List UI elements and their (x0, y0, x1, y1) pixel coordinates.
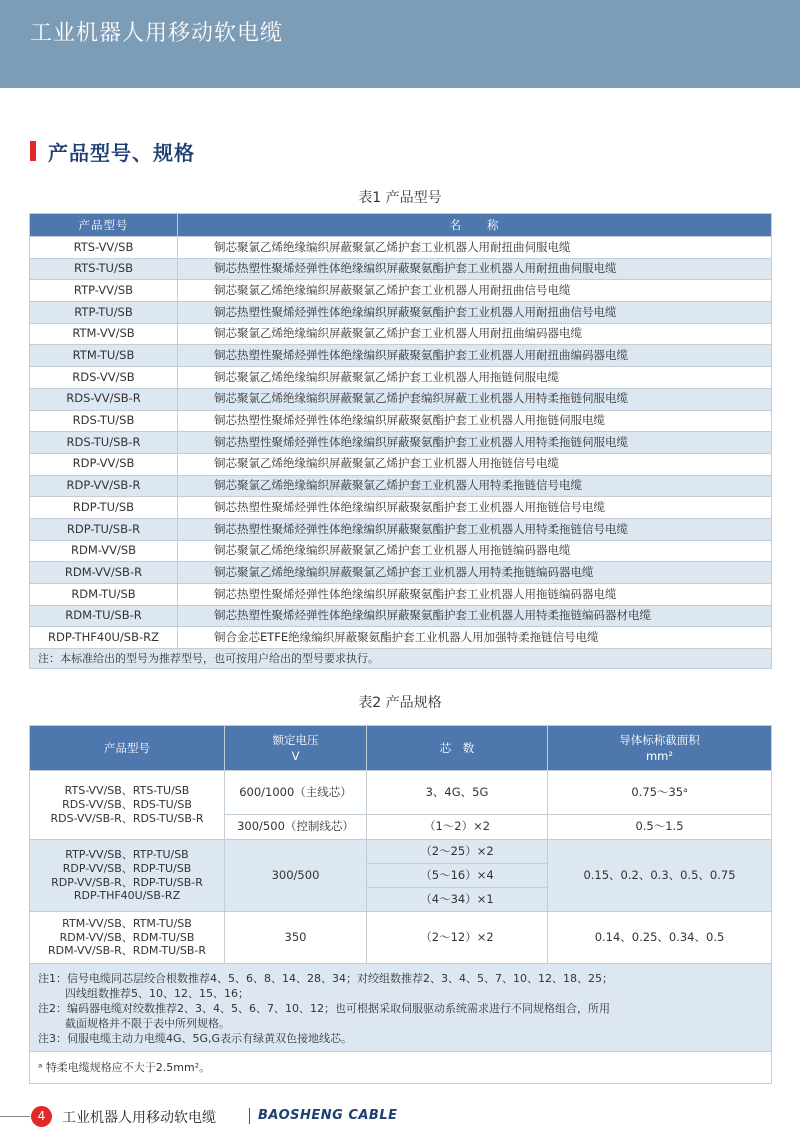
name-cell: 铜芯热塑性聚烯烃弹性体绝缘编织屏蔽聚氨酯护套工业机器人用拖链伺服电缆 (178, 410, 772, 432)
voltage-cell: 300/500（控制线芯） (225, 815, 367, 840)
model-cell: RDS-VV/SB-R (30, 388, 178, 410)
cores-cell: 3、4G、5G (367, 771, 548, 815)
table-row (30, 323, 772, 345)
footer-divider (249, 1108, 250, 1124)
column-header-cores: 芯 数 (367, 726, 548, 771)
name-cell: 铜芯热塑性聚烯烃弹性体绝缘编织屏蔽聚氨酯护套工业机器人用特柔拖链编码器材电缆 (178, 605, 772, 627)
cores-cell: （2～25）×2 (367, 840, 548, 864)
cores-cell: （1～2）×2 (367, 815, 548, 840)
page-number: 4 (31, 1106, 52, 1127)
column-header-voltage: 额定电压 V (225, 726, 367, 771)
table-row (30, 453, 772, 475)
table-row (30, 562, 772, 584)
name-cell: 铜芯聚氯乙烯绝缘编织屏蔽聚氯乙烯护套工业机器人用拖链伺服电缆 (178, 367, 772, 389)
name-cell: 铜芯热塑性聚烯烃弹性体绝缘编织屏蔽聚氨酯护套工业机器人用特柔拖链伺服电缆 (178, 432, 772, 454)
name-cell: 铜芯聚氯乙烯绝缘编织屏蔽聚氯乙烯护套工业机器人用耐扭曲信号电缆 (178, 280, 772, 302)
note-3: 注3：伺服电缆主动力电缆4G、5G,G表示有绿黄双色接地线芯。 (38, 1032, 353, 1045)
table-row (30, 410, 772, 432)
column-header-model: 产品型号 (30, 214, 178, 237)
column-header-name: 名 称 (178, 214, 772, 237)
table-row (30, 345, 772, 367)
cores-cell: （2～12）×2 (367, 912, 548, 964)
model-group-2: RTP-VV/SB、RTP-TU/SB RDP-VV/SB、RDP-TU/SB RDP-VV/SB-R、RDP-TU/SB-R RDP-THF40U/SB-RZ (30, 840, 225, 912)
table-row (30, 475, 772, 497)
table-row (30, 258, 772, 280)
model-group-3: RTM-VV/SB、RTM-TU/SB RDM-VV/SB、RDM-TU/SB RDM-VV/SB-R、RDM-TU/SB-R (30, 912, 225, 964)
model-group-1: RTS-VV/SB、RTS-TU/SB RDS-VV/SB、RDS-TU/SB RDS-VV/SB-R、RDS-TU/SB-R (30, 771, 225, 840)
section-title: 产品型号、规格 (48, 140, 195, 165)
product-model-table (29, 213, 772, 669)
name-cell: 铜芯热塑性聚烯烃弹性体绝缘编织屏蔽聚氨酯护套工业机器人用特柔拖链信号电缆 (178, 518, 772, 540)
footer-title: 工业机器人用移动软电缆 (62, 1110, 216, 1126)
table-row (30, 388, 772, 410)
note-1a: 注1：信号电缆同芯层绞合根数推荐4、5、6、8、14、28、34；对绞组数推荐2、3、4、5、7、10、12、18、25； (38, 972, 613, 985)
table-row (30, 605, 772, 627)
cores-cell: （4～34）×1 (367, 888, 548, 912)
model-cell: RDP-TU/SB (30, 497, 178, 519)
product-spec-table (29, 725, 772, 1084)
voltage-cell: 300/500 (225, 840, 367, 912)
table-row (30, 237, 772, 259)
name-cell: 铜芯热塑性聚烯烃弹性体绝缘编织屏蔽聚氨酯护套工业机器人用耐扭曲编码器电缆 (178, 345, 772, 367)
name-cell: 铜芯热塑性聚烯烃弹性体绝缘编织屏蔽聚氨酯护套工业机器人用耐扭曲信号电缆 (178, 302, 772, 324)
model-cell: RDM-VV/SB-R (30, 562, 178, 584)
table-row (30, 584, 772, 606)
column-header-model: 产品型号 (30, 726, 225, 771)
model-cell: RDP-VV/SB (30, 453, 178, 475)
name-cell: 铜芯聚氯乙烯绝缘编织屏蔽聚氯乙烯护套工业机器人用拖链信号电缆 (178, 453, 772, 475)
note-1b: 四线组数推荐5、10、12、15、16； (65, 987, 249, 1000)
model-cell: RDM-TU/SB-R (30, 605, 178, 627)
footer-rule (0, 1116, 30, 1117)
section-cell: 0.14、0.25、0.34、0.5 (548, 912, 772, 964)
table-row (30, 432, 772, 454)
model-cell: RDP-VV/SB-R (30, 475, 178, 497)
name-cell: 铜芯热塑性聚烯烃弹性体绝缘编织屏蔽聚氨酯护套工业机器人用耐扭曲伺服电缆 (178, 258, 772, 280)
model-cell: RDS-TU/SB (30, 410, 178, 432)
model-cell: RTS-TU/SB (30, 258, 178, 280)
name-cell: 铜芯聚氯乙烯绝缘编织屏蔽聚氯乙烯护套工业机器人用耐扭曲伺服电缆 (178, 237, 772, 259)
table-row (30, 540, 772, 562)
section-marker (30, 141, 36, 161)
model-cell: RDM-VV/SB (30, 540, 178, 562)
note-2b: 截面规格并不限于表中所列规格。 (65, 1017, 230, 1030)
table-row (30, 302, 772, 324)
model-cell: RTP-TU/SB (30, 302, 178, 324)
voltage-cell: 350 (225, 912, 367, 964)
name-cell: 铜芯热塑性聚烯烃弹性体绝缘编织屏蔽聚氨酯护套工业机器人用拖链信号电缆 (178, 497, 772, 519)
model-cell: RDP-TU/SB-R (30, 518, 178, 540)
table-row (30, 280, 772, 302)
name-cell: 铜芯聚氯乙烯绝缘编织屏蔽聚氯乙烯护套工业机器人用耐扭曲编码器电缆 (178, 323, 772, 345)
table-row (30, 497, 772, 519)
table1-note: 注：本标准给出的型号为推荐型号，也可按用户给出的型号要求执行。 (30, 649, 772, 669)
model-cell: RDP-THF40U/SB-RZ (30, 627, 178, 649)
table1-body (30, 237, 772, 649)
table2-caption: 表2 产品规格 (358, 695, 442, 711)
model-cell: RTM-VV/SB (30, 323, 178, 345)
model-cell: RDM-TU/SB (30, 584, 178, 606)
table-row (30, 367, 772, 389)
footnote-text: 特柔电缆规格应不大于2.5mm²。 (45, 1060, 211, 1074)
name-cell: 铜芯聚氯乙烯绝缘编织屏蔽聚氯乙烯护套工业机器人用特柔拖链信号电缆 (178, 475, 772, 497)
section-cell: 0.5～1.5 (548, 815, 772, 840)
voltage-cell: 600/1000（主线芯） (225, 771, 367, 815)
model-cell: RTP-VV/SB (30, 280, 178, 302)
model-cell: RTS-VV/SB (30, 237, 178, 259)
name-cell: 铜芯热塑性聚烯烃弹性体绝缘编织屏蔽聚氨酯护套工业机器人用拖链编码器电缆 (178, 584, 772, 606)
table-row (30, 627, 772, 649)
column-header-section: 导体标称截面积 mm² (548, 726, 772, 771)
table2-footnote (30, 1052, 772, 1084)
section-cell: 0.15、0.2、0.3、0.5、0.75 (548, 840, 772, 912)
section-cell: 0.75～35ᵃ (548, 771, 772, 815)
name-cell: 铜芯聚氯乙烯绝缘编织屏蔽聚氯乙烯护套编织屏蔽工业机器人用特柔拖链伺服电缆 (178, 388, 772, 410)
name-cell: 铜合金芯ETFE绝缘编织屏蔽聚氨酯护套工业机器人用加强特柔拖链信号电缆 (178, 627, 772, 649)
table1-caption: 表1 产品型号 (358, 190, 442, 206)
section-heading (30, 138, 195, 164)
footnote-mark: ᵃ (38, 1060, 43, 1074)
footer-brand: BAOSHENG CABLE (258, 1108, 398, 1123)
model-cell: RDS-VV/SB (30, 367, 178, 389)
page-title: 工业机器人用移动软电缆 (30, 21, 284, 46)
table2-notes (30, 964, 772, 1052)
model-cell: RTM-TU/SB (30, 345, 178, 367)
header-banner (0, 0, 800, 88)
name-cell: 铜芯聚氯乙烯绝缘编织屏蔽聚氯乙烯护套工业机器人用拖链编码器电缆 (178, 540, 772, 562)
model-cell: RDS-TU/SB-R (30, 432, 178, 454)
name-cell: 铜芯聚氯乙烯绝缘编织屏蔽聚氯乙烯护套工业机器人用特柔拖链编码器电缆 (178, 562, 772, 584)
note-2a: 注2：编码器电缆对绞数推荐2、3、4、5、6、7、10、12；也可根据采取伺服驱动系统需求进行不同规格组合，所用 (38, 1002, 610, 1015)
cores-cell: （5～16）×4 (367, 864, 548, 888)
table-row (30, 518, 772, 540)
